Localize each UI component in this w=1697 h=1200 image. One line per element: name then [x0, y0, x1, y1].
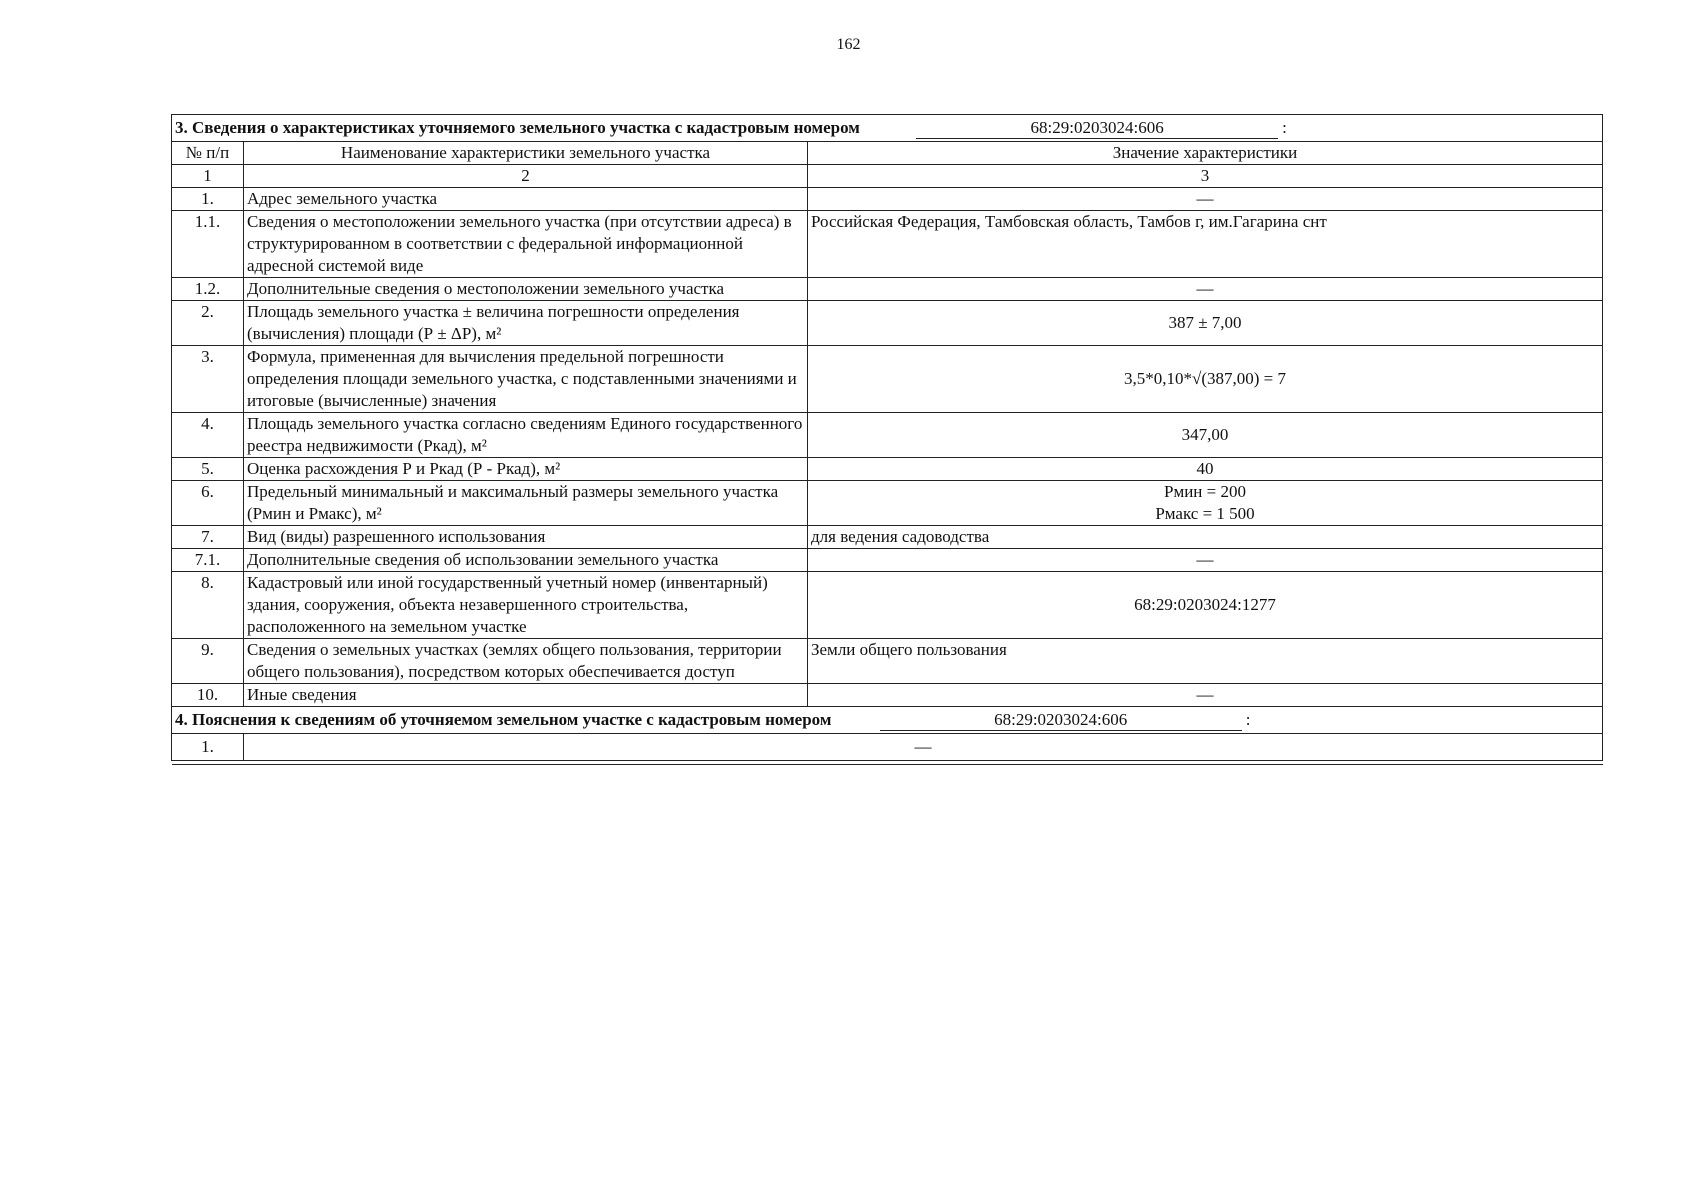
table-row	[172, 278, 1603, 301]
table-row	[172, 458, 1603, 481]
row-value: —	[244, 734, 1603, 761]
table-row	[172, 301, 1603, 346]
table-row	[172, 684, 1603, 707]
row-value-min: Рмин = 200	[1164, 482, 1246, 501]
column-index-row	[172, 165, 1603, 188]
row-name: Сведения о земельных участках (землях общего пользования, территории общего пользования), посредством которых обеспечивается доступ	[244, 639, 808, 684]
row-num: 4.	[172, 413, 244, 458]
section-4-title: 4. Пояснения к сведениям об уточняемом земельном участке с кадастровым номером	[175, 710, 832, 729]
row-value: —	[808, 188, 1603, 211]
row-num: 3.	[172, 346, 244, 413]
row-value: 40	[808, 458, 1603, 481]
section-4-colon: :	[1245, 710, 1251, 729]
row-num: 8.	[172, 572, 244, 639]
row-name: Адрес земельного участка	[244, 188, 808, 211]
row-num: 9.	[172, 639, 244, 684]
table-row	[172, 549, 1603, 572]
row-name: Дополнительные сведения о местоположении земельного участка	[244, 278, 808, 301]
page-number: 162	[836, 36, 861, 53]
header-value: Значение характеристики	[808, 142, 1603, 165]
row-value: —	[808, 684, 1603, 707]
column-header-row	[172, 142, 1603, 165]
row-name: Формула, примененная для вычисления предельной погрешности определения площади земельного участка, с подставленными значениями и итоговые (вычисленные) значения	[244, 346, 808, 413]
row-value: 3,5*0,10*√(387,00) = 7	[808, 346, 1603, 413]
section-4-row	[172, 734, 1603, 761]
row-name: Дополнительные сведения об использовании земельного участка	[244, 549, 808, 572]
section-4-cadastral-number: 68:29:0203024:606	[880, 710, 1242, 731]
table-bottom-rule	[172, 761, 1603, 765]
table-row	[172, 413, 1603, 458]
table-row	[172, 526, 1603, 549]
row-value: для ведения садоводства	[808, 526, 1603, 549]
row-name: Кадастровый или иной государственный учетный номер (инвентарный) здания, сооружения, объекта незавершенного строительства, расположенного на земельном участке	[244, 572, 808, 639]
row-value: 387 ± 7,00	[808, 301, 1603, 346]
land-plot-characteristics-table	[171, 114, 1603, 765]
table-row	[172, 346, 1603, 413]
section-3-cadastral-number: 68:29:0203024:606	[916, 118, 1278, 139]
row-value: —	[808, 278, 1603, 301]
section-3-title-cell	[172, 115, 1603, 142]
section-4-header-row	[172, 707, 1603, 734]
row-name: Вид (виды) разрешенного использования	[244, 526, 808, 549]
header-name: Наименование характеристики земельного участка	[244, 142, 808, 165]
row-value: 68:29:0203024:1277	[808, 572, 1603, 639]
col-index-2: 2	[244, 165, 808, 188]
row-num: 1.2.	[172, 278, 244, 301]
row-name: Площадь земельного участка согласно сведениям Единого государственного реестра недвижимости (Ркад), м²	[244, 413, 808, 458]
section-4-title-cell	[172, 707, 1603, 734]
row-name: Предельный минимальный и максимальный размеры земельного участка (Рмин и Рмакс), м²	[244, 481, 808, 526]
table-row	[172, 639, 1603, 684]
row-name: Площадь земельного участка ± величина погрешности определения (вычисления) площади (Р ± ΔР), м²	[244, 301, 808, 346]
row-num: 1.	[172, 188, 244, 211]
row-num: 5.	[172, 458, 244, 481]
row-num: 7.	[172, 526, 244, 549]
row-value: 347,00	[808, 413, 1603, 458]
row-name: Сведения о местоположении земельного участка (при отсутствии адреса) в структурированном в соответствии с федеральной информационной адресной системой виде	[244, 211, 808, 278]
row-num: 6.	[172, 481, 244, 526]
row-value: Земли общего пользования	[808, 639, 1603, 684]
section-3-title: 3. Сведения о характеристиках уточняемого земельного участка с кадастровым номером	[175, 118, 860, 137]
header-num: № п/п	[172, 142, 244, 165]
col-index-1: 1	[172, 165, 244, 188]
section-3-header-row	[172, 115, 1603, 142]
row-value: Российская Федерация, Тамбовская область, Тамбов г, им.Гагарина снт	[808, 211, 1603, 278]
row-num: 1.1.	[172, 211, 244, 278]
row-name: Оценка расхождения Р и Ркад (Р - Ркад), м²	[244, 458, 808, 481]
row-num: 2.	[172, 301, 244, 346]
table-row	[172, 481, 1603, 526]
row-num: 7.1.	[172, 549, 244, 572]
table-row	[172, 572, 1603, 639]
row-value: —	[808, 549, 1603, 572]
table-row	[172, 211, 1603, 278]
row-value-max: Рмакс = 1 500	[1155, 504, 1255, 523]
row-name: Иные сведения	[244, 684, 808, 707]
col-index-3: 3	[808, 165, 1603, 188]
row-value	[808, 481, 1603, 526]
table-row	[172, 188, 1603, 211]
section-3-colon: :	[1282, 118, 1287, 137]
row-num: 1.	[172, 734, 244, 761]
row-num: 10.	[172, 684, 244, 707]
